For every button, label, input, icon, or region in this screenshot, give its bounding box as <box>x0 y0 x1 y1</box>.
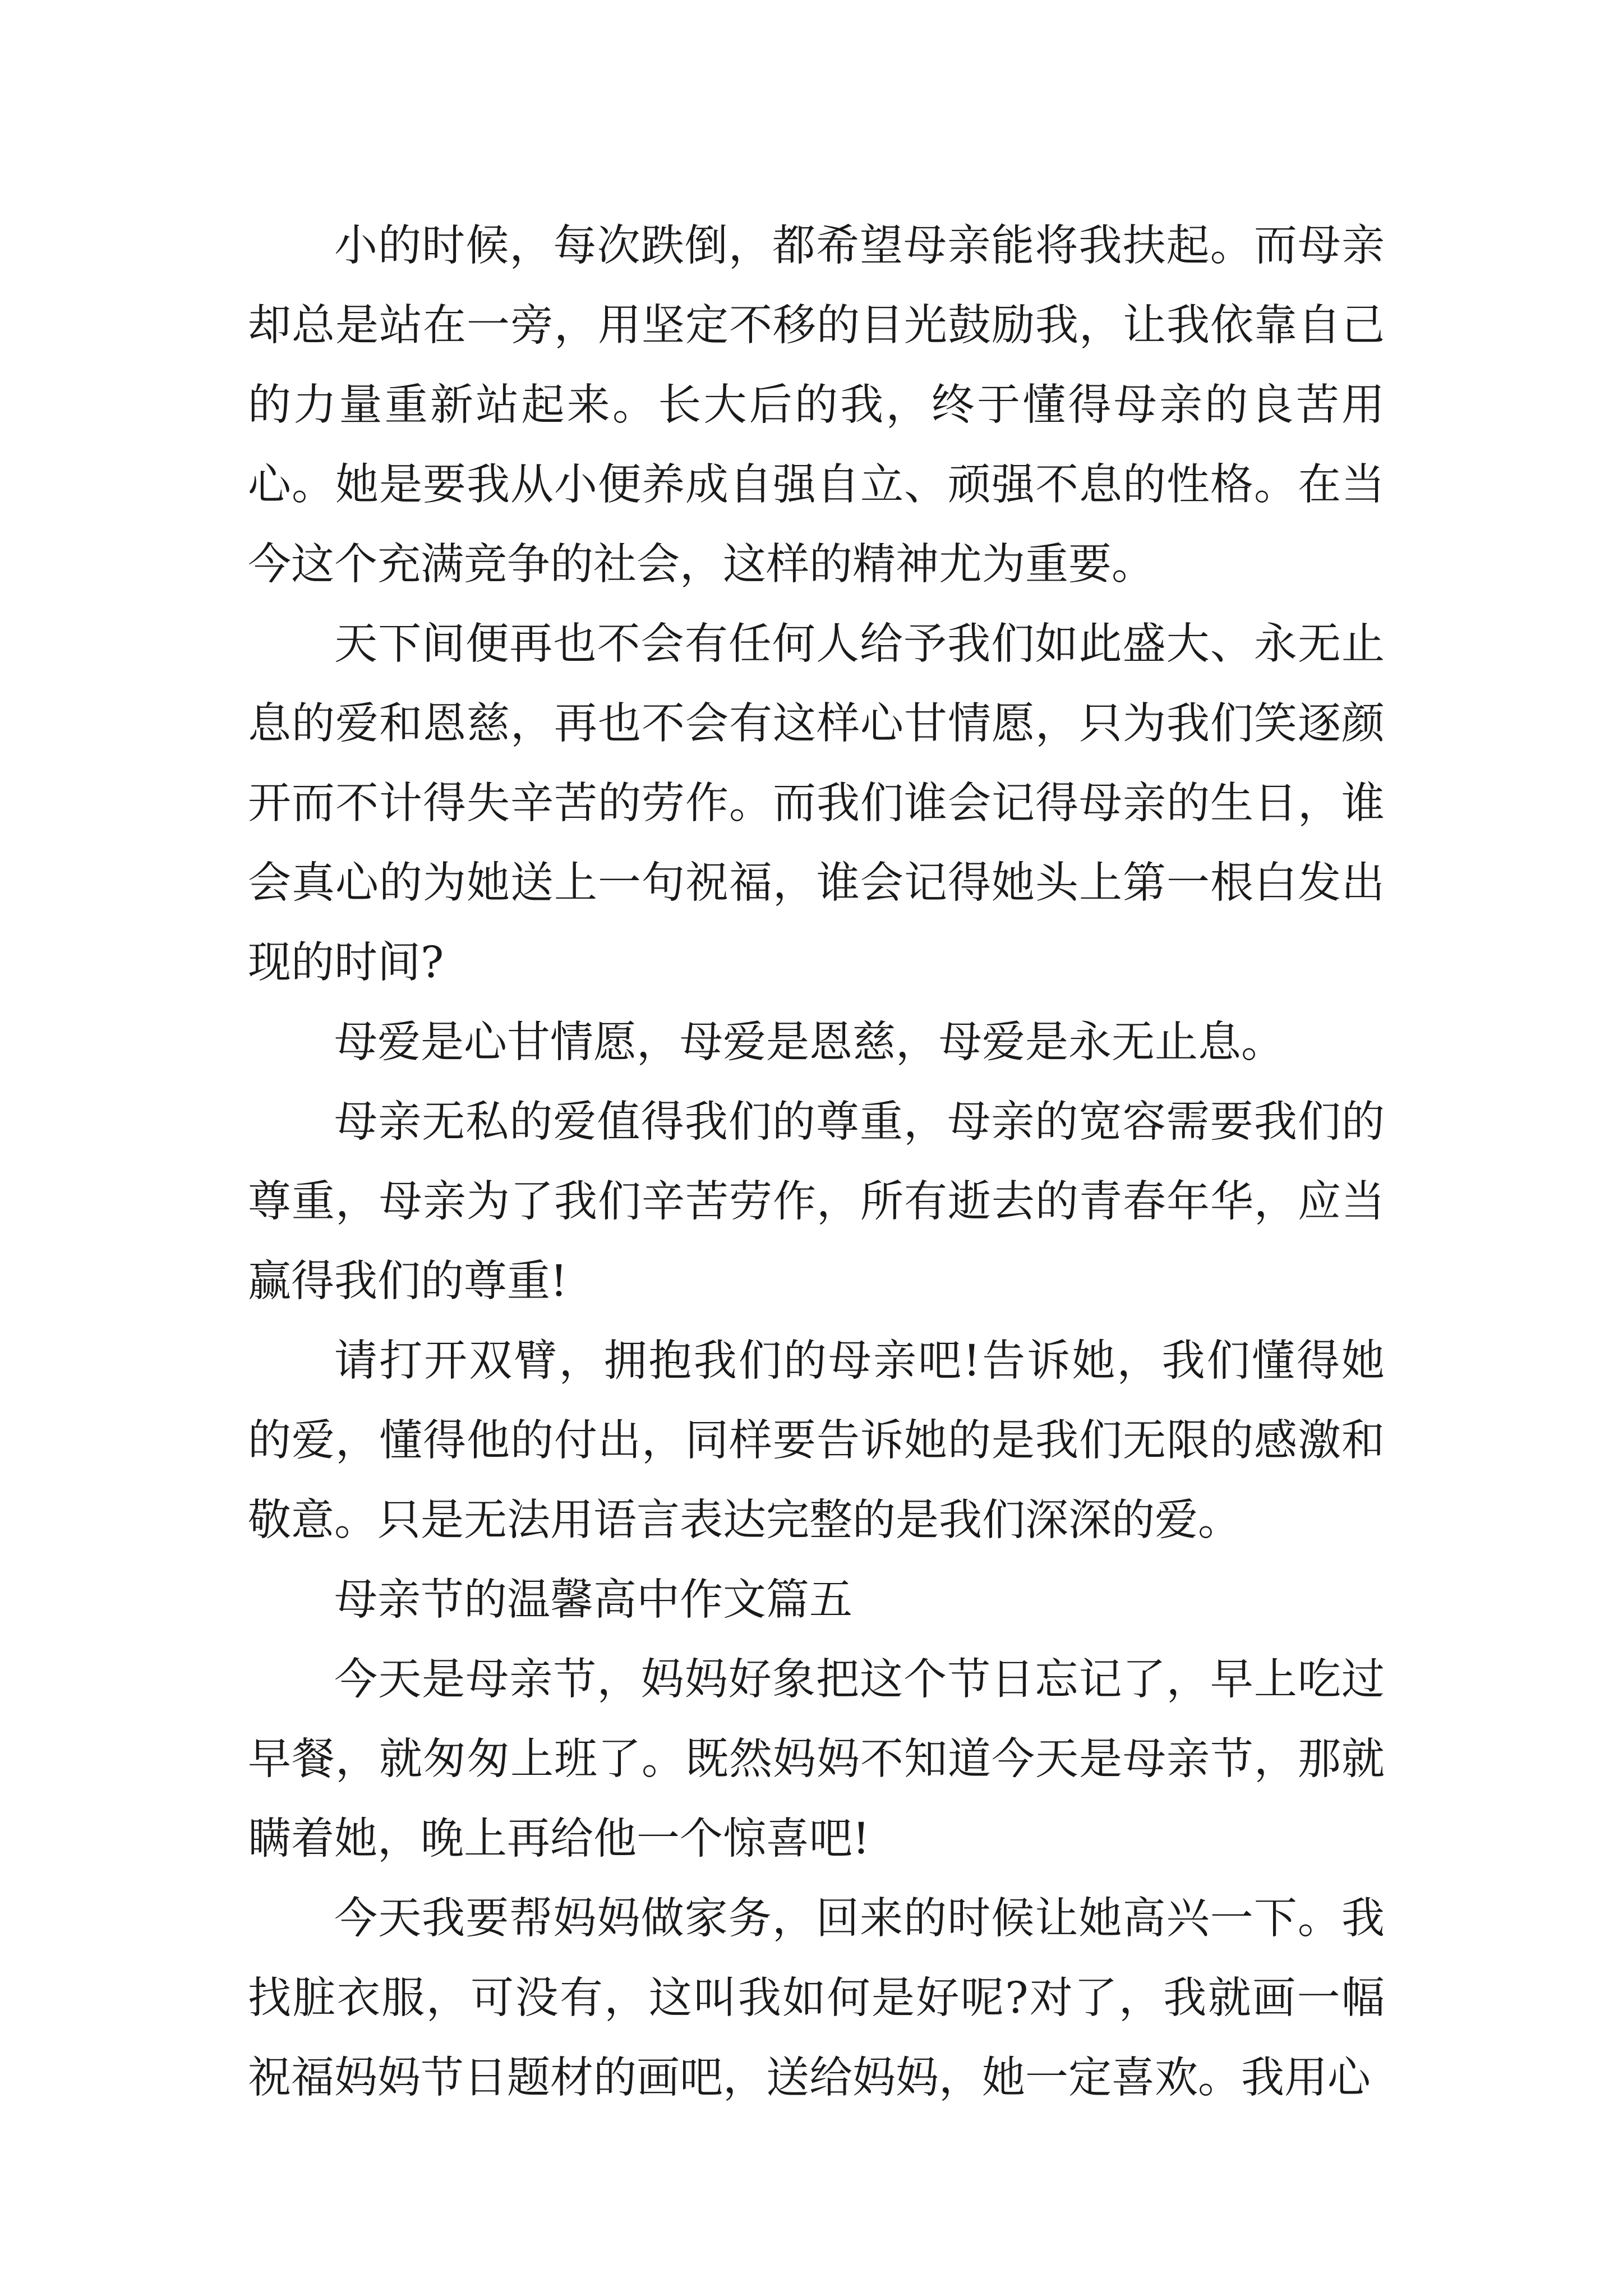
paragraph: 小的时候，每次跌倒，都希望母亲能将我扶起。而母亲却总是站在一旁，用坚定不移的目光鼓励我，让我依靠自己的力量重新站起来。长大后的我，终于懂得母亲的良苦用心。她是要我从小便养成自强自立、顽强不息的性格。在当今这个充满竞争的社会，这样的精神尤为重要。 <box>248 221 1385 590</box>
document-body <box>248 206 1385 2118</box>
paragraph: 天下间便再也不会有任何人给予我们如此盛大、永无止息的爱和恩慈，再也不会有这样心甘情愿，只为我们笑逐颜开而不计得失辛苦的劳作。而我们谁会记得母亲的生日，谁会真心的为她送上一句祝福，谁会记得她头上第一根白发出现的时间? <box>248 619 1385 988</box>
paragraph: 母爱是心甘情愿，母爱是恩慈，母爱是永无止息。 <box>334 1018 1284 1068</box>
paragraph: 请打开双臂，拥抱我们的母亲吧!告诉她，我们懂得她的爱，懂得他的付出，同样要告诉她的是我们无限的感激和敬意。只是无法用语言表达完整的是我们深深的爱。 <box>248 1336 1385 1545</box>
section-heading: 母亲节的温馨高中作文篇五 <box>334 1575 852 1625</box>
paragraph: 今天是母亲节，妈妈好象把这个节日忘记了，早上吃过早餐，就匆匆上班了。既然妈妈不知道今天是母亲节，那就瞒着她，晚上再给他一个惊喜吧! <box>248 1655 1385 1864</box>
paragraph: 今天我要帮妈妈做家务，回来的时候让她高兴一下。我找脏衣服，可没有，这叫我如何是好呢?对了，我就画一幅祝福妈妈节日题材的画吧，送给妈妈，她一定喜欢。我用心 <box>248 1894 1385 2103</box>
paragraph: 母亲无私的爱值得我们的尊重，母亲的宽容需要我们的尊重，母亲为了我们辛苦劳作，所有逝去的青春年华，应当赢得我们的尊重! <box>248 1097 1385 1306</box>
